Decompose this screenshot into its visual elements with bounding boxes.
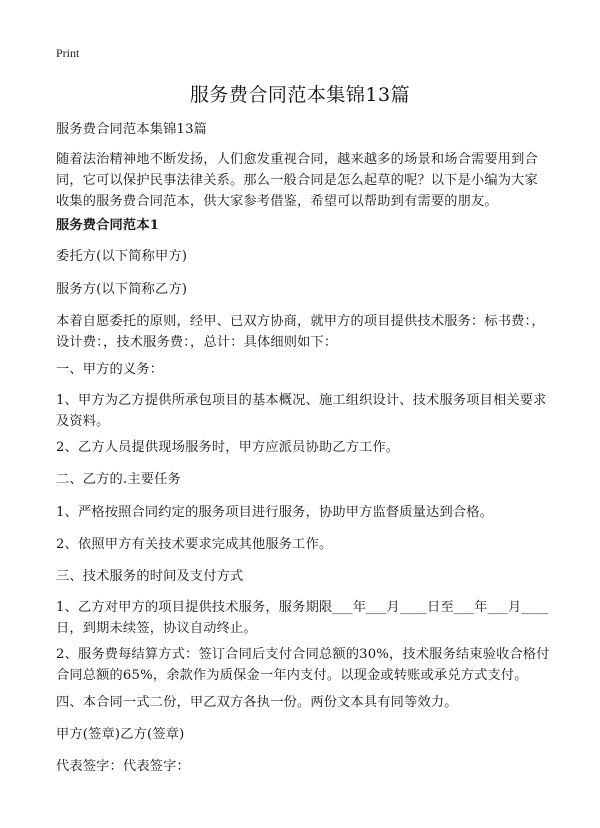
clause-2-2: 2、依照甲方有关技术要求完成其他服务工作。 [56,537,333,552]
clause-heading-3: 三、技术服务的时间及支付方式 [56,569,244,584]
clause-4: 四、本合同一式二份，甲乙双方各执一份。两份文本具有同等效力。 [56,695,458,710]
clause-3-1: 1、乙方对甲方的项目提供技术服务，服务期限___年___月____日至___年___月____日，到期未续签，协议自动终止。 [56,600,549,636]
clause-heading-2: 二、乙方的.主要任务 [56,472,181,487]
section-heading: 服务费合同范本1 [56,218,160,233]
paragraph-preamble: 本着自愿委托的原则，经甲、已双方协商，就甲方的项目提供技术服务：标书费：，设计费：，技术服务费：，总计：具体细则如下： [56,314,545,350]
clause-1-2: 2、乙方人员提供现场服务时，甲方应派员协助乙方工作。 [56,440,400,455]
clause-1-1: 1、甲方为乙方提供所承包项目的基本概况、施工组织设计、技术服务项目相关要求及资料。 [56,393,547,429]
paragraph-client: 委托方(以下简称甲方) [56,249,188,264]
document-subtitle: 服务费合同范本集锦13篇 [56,122,208,137]
clause-3-2: 2、服务费每结算方式：签订合同后支付合同总额的30%，技术服务结束验收合格付合同总额的65%，余款作为质保金一年内支付。以现金或转账或承兑方式支付。 [56,647,550,683]
paragraph-provider: 服务方(以下简称乙方) [56,282,188,297]
intro-paragraph: 随着法治精神地不断发扬，人们愈发重视合同，越来越多的场景和场合需要用到合同，它可以保护民事法律关系。那么一般合同是怎么起草的呢？以下是小编为大家收集的服务费合同范本，供大家参考借鉴，希望可以帮助到有需要的朋友。 [56,152,538,209]
signature-parties: 甲方(签章)乙方(签章) [56,727,185,742]
clause-heading-1: 一、甲方的义务： [56,362,164,377]
signature-representatives: 代表签字：代表签字： [56,759,190,774]
clause-2-1: 1、严格按照合同约定的服务项目进行服务，协助甲方监督质量达到合格。 [56,505,493,520]
document-title: 服务费合同范本集锦13篇 [189,84,411,106]
print-label: Print [56,46,80,60]
